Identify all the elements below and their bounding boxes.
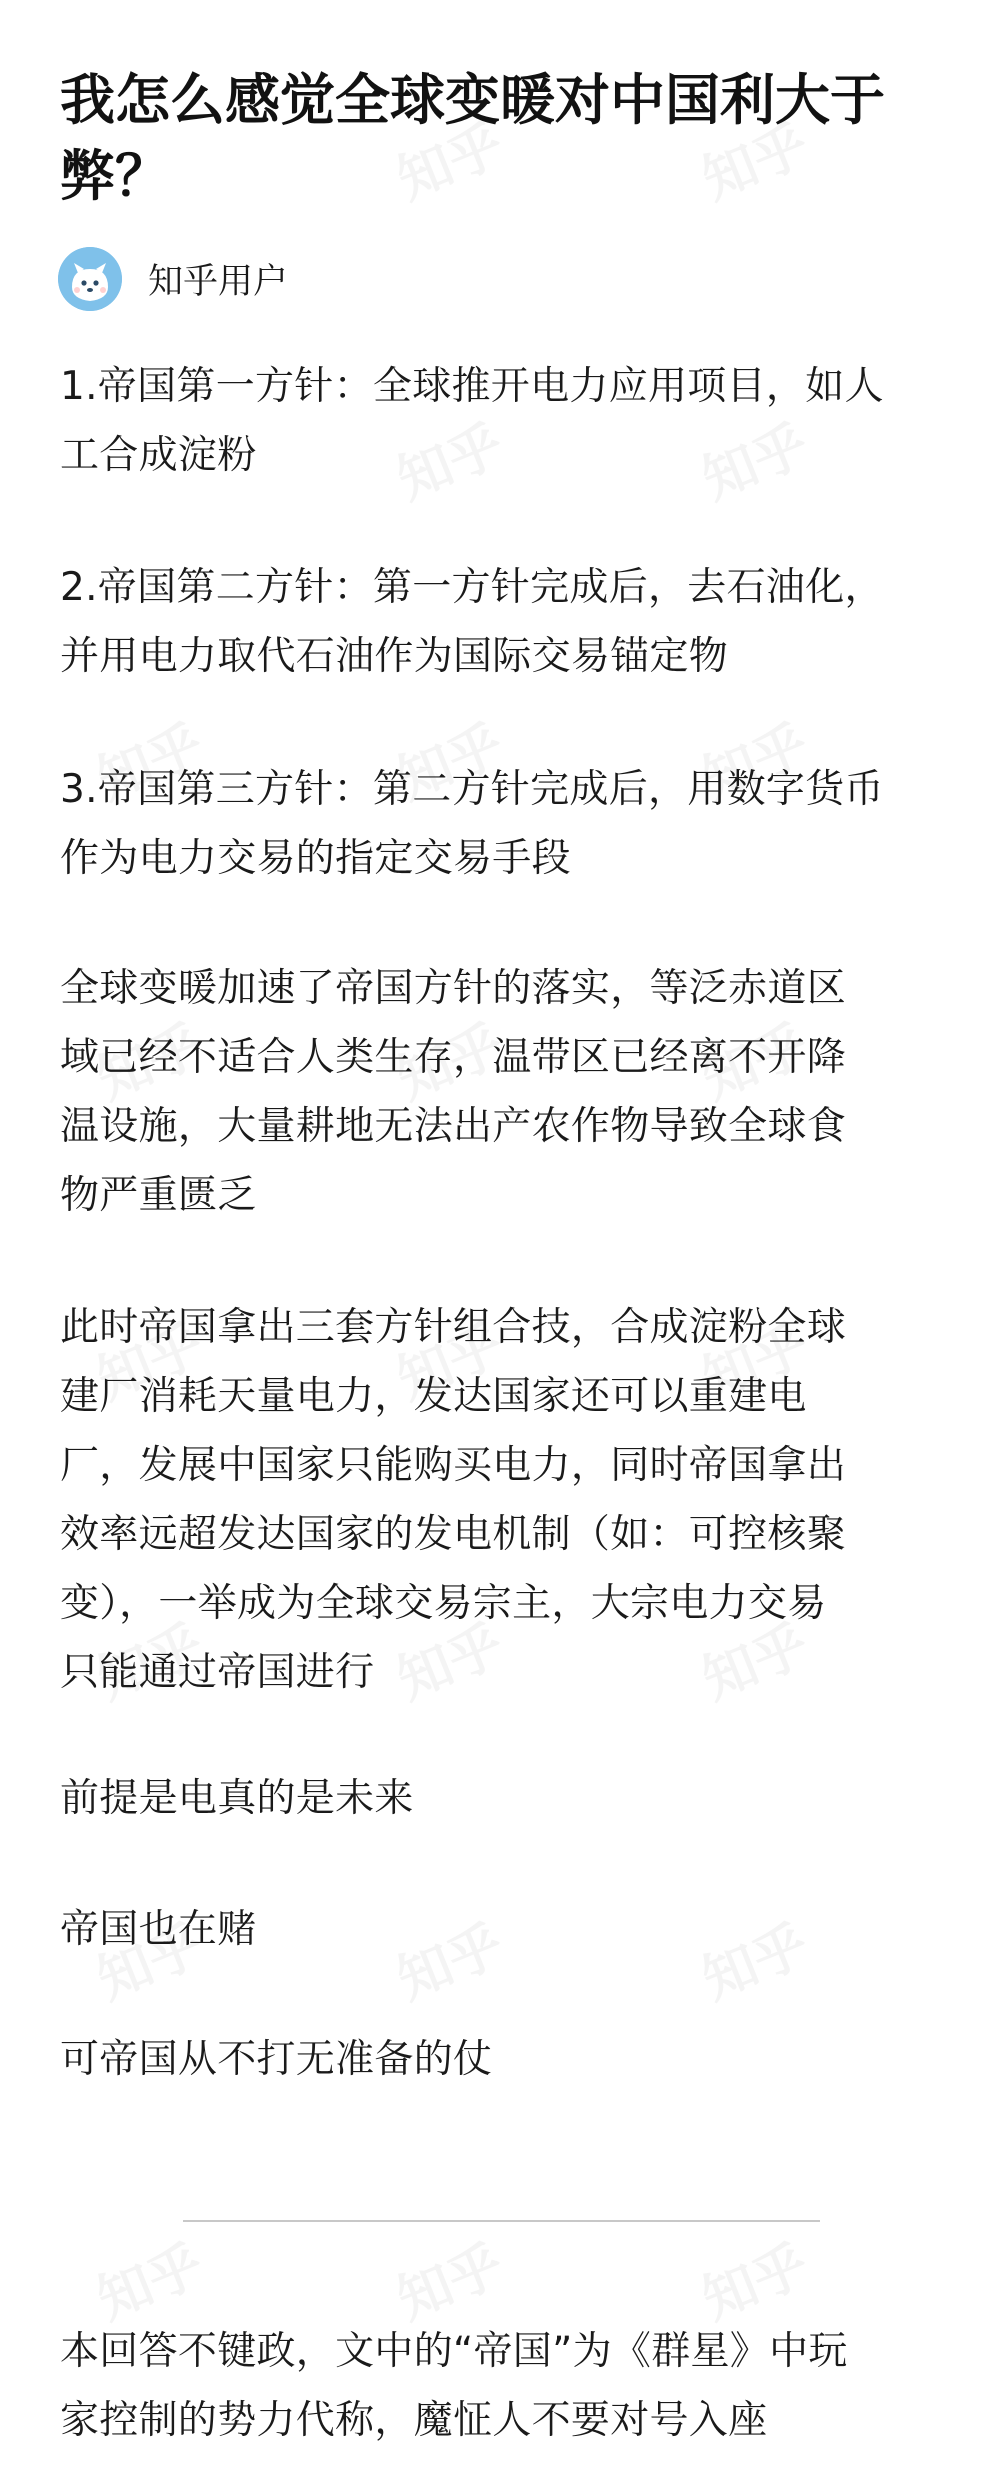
paragraph-line: 家控制的势力代称，魔怔人不要对号入座 (60, 2398, 768, 2443)
answer-paragraph-7: 帝国也在赌 (60, 1907, 257, 1952)
avatar-graphic (58, 247, 122, 311)
answer-paragraph-2 (60, 553, 960, 691)
paragraph-line: 只能通过帝国进行 (60, 1650, 375, 1695)
paragraph-line: 本回答不键政，文中的“帝国”为《群星》中玩 (60, 2329, 848, 2374)
question-title-line: 我怎么感觉全球变暖对中国利大于 (60, 68, 886, 132)
paragraph-line: 此时帝国拿出三套方针组合技，合成淀粉全球 (60, 1305, 847, 1350)
disclaimer-paragraph (60, 2317, 960, 2455)
paragraph-line: 建厂消耗天量电力，发达国家还可以重建电 (60, 1374, 807, 1419)
answer-paragraph-3 (60, 755, 960, 893)
answer-paragraph-8: 可帝国从不打无准备的仗 (60, 2037, 493, 2082)
question-title-line: 弊？ (60, 144, 171, 208)
section-divider (183, 2220, 820, 2222)
answer-paragraph-1 (60, 352, 960, 490)
author-row[interactable] (58, 246, 288, 312)
question-title[interactable] (60, 62, 940, 214)
answer-paragraph-6: 前提是电真的是未来 (60, 1776, 414, 1821)
paragraph-line: 2.帝国第二方针：第一方针完成后，去石油化， (60, 565, 884, 610)
paragraph-line: 效率远超发达国家的发电机制（如：可控核聚 (60, 1512, 847, 1557)
author-name[interactable]: 知乎用户 (148, 262, 289, 302)
paragraph-line: 变），一举成为全球交易宗主，大宗电力交易 (60, 1581, 827, 1626)
paragraph-line: 3.帝国第三方针：第二方针完成后，用数字货币 (60, 767, 884, 812)
paragraph-line: 并用电力取代石油作为国际交易锚定物 (60, 634, 729, 679)
answer-paragraph-4 (60, 954, 960, 1230)
paragraph-line: 全球变暖加速了帝国方针的落实，等泛赤道区 (60, 966, 847, 1011)
paragraph-line: 物严重匮乏 (60, 1173, 257, 1218)
paragraph-line: 1.帝国第一方针：全球推开电力应用项目，如人 (60, 364, 884, 409)
paragraph-line: 工合成淀粉 (60, 433, 257, 478)
paragraph-line: 域已经不适合人类生存，温带区已经离不开降 (60, 1035, 847, 1080)
default-avatar-icon[interactable] (58, 247, 122, 311)
paragraph-line: 温设施，大量耕地无法出产农作物导致全球食 (60, 1104, 847, 1149)
paragraph-line: 厂，发展中国家只能购买电力，同时帝国拿出 (60, 1443, 847, 1488)
answer-paragraph-5 (60, 1293, 960, 1707)
paragraph-line: 作为电力交易的指定交易手段 (60, 836, 571, 881)
